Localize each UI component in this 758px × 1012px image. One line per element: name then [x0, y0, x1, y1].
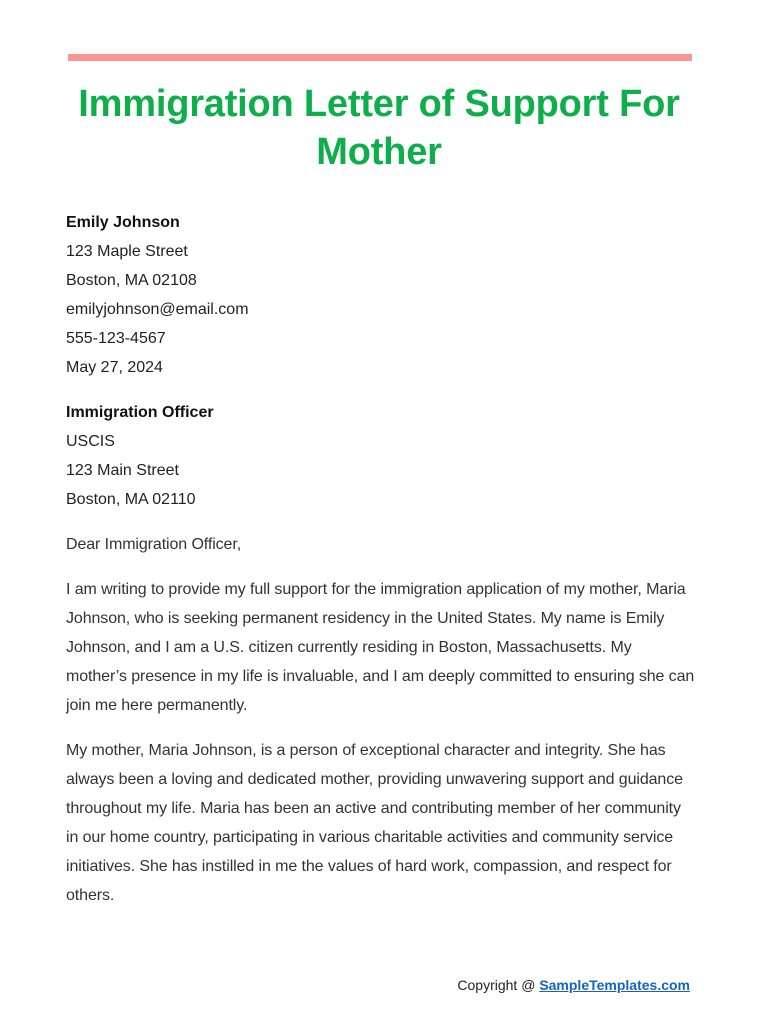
- sender-name: Emily Johnson: [66, 214, 180, 231]
- sender-city: Boston, MA 02108: [66, 272, 197, 289]
- recipient-street: 123 Main Street: [66, 462, 179, 479]
- sender-phone: 555-123-4567: [66, 330, 166, 347]
- sender-street: 123 Maple Street: [66, 243, 188, 260]
- copyright-prefix: Copyright @: [457, 977, 540, 993]
- top-accent-bar: [68, 54, 692, 61]
- recipient-block: [66, 398, 696, 514]
- recipient-org: USCIS: [66, 433, 115, 450]
- recipient-city: Boston, MA 02110: [66, 491, 196, 508]
- sender-email: emilyjohnson@email.com: [66, 301, 249, 318]
- page-title: Immigration Letter of Support For Mother: [78, 83, 680, 173]
- recipient-title: Immigration Officer: [66, 404, 214, 421]
- salutation: Dear Immigration Officer,: [66, 536, 242, 553]
- letter-date: May 27, 2024: [66, 359, 163, 376]
- body-paragraph-2: My mother, Maria Johnson, is a person of exceptional character and integrity. She has always been a loving and dedicated mother, providing unwavering support and guidance throughout my life. Maria has been an active and contributing member of her community in our home country, participating in various charitable activities and community service initiatives. She has instilled in me the values of hard work, compassion, and respect for others.: [66, 742, 683, 904]
- letter-body: [66, 208, 696, 926]
- body-paragraph-1: I am writing to provide my full support for the immigration application of my mother, Maria Johnson, who is seeking permanent residency in the United States. My name is Emily Johnson, and I am a U.S. citizen currently residing in Boston, Massachusetts. My mother’s presence in my life is invaluable, and I am deeply committed to ensuring she can join me here permanently.: [66, 581, 695, 714]
- sampletemplates-link[interactable]: SampleTemplates.com: [539, 977, 690, 993]
- copyright-footer: [457, 975, 690, 995]
- sender-block: [66, 208, 696, 382]
